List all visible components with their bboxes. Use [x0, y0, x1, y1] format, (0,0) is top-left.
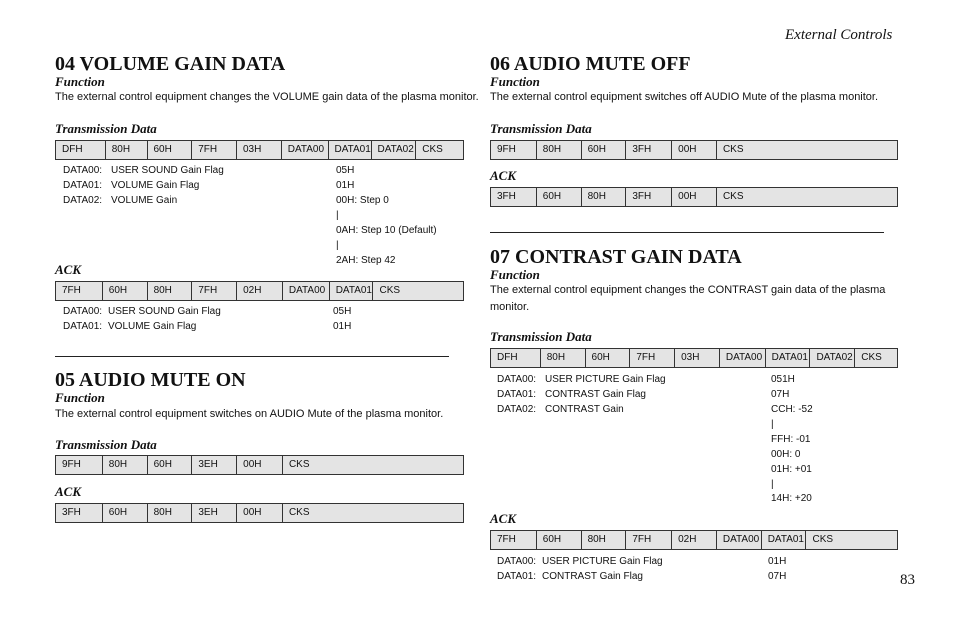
table-cell: DATA00	[717, 531, 762, 549]
table-cell: 00H	[237, 504, 283, 522]
table-cell: 60H	[103, 282, 148, 300]
ack-label-07: ACK	[490, 511, 517, 526]
note-code: DATA01:	[497, 389, 537, 400]
note-value: 00H: Step 0	[336, 195, 389, 206]
table-cell: CKS	[379, 285, 401, 296]
table-cell: 80H	[106, 141, 148, 159]
table-cell: 80H	[537, 141, 582, 159]
section-title-07: 07 CONTRAST GAIN DATA	[490, 246, 742, 268]
transmission-label-07: Transmission Data	[490, 329, 592, 344]
ack-table-07	[490, 530, 898, 550]
note-code: DATA02:	[63, 195, 103, 206]
note-value: 07H	[771, 389, 790, 400]
section-title-04: 04 VOLUME GAIN DATA	[55, 53, 286, 75]
note-value: 05H	[336, 165, 355, 176]
table-cell: 80H	[582, 531, 627, 549]
note-desc: VOLUME Gain Flag	[108, 321, 197, 332]
table-cell: 00H	[237, 456, 283, 474]
table-cell: 3FH	[626, 188, 672, 206]
table-cell: 60H	[148, 456, 193, 474]
transmission-label-06: Transmission Data	[490, 121, 592, 136]
ack-table-04	[55, 281, 464, 301]
function-text-06: The external control equipment switches off AUDIO Mute of the plasma monitor.	[490, 91, 879, 103]
range-marker: |	[771, 479, 774, 490]
table-cell: DATA01	[329, 141, 372, 159]
transmission-table-05	[55, 455, 464, 475]
table-cell: CKS	[422, 144, 443, 155]
table-cell: DATA01	[330, 282, 374, 300]
table-cell: 00H	[672, 141, 717, 159]
table-cell: 7FH	[630, 349, 675, 367]
table-cell: 7FH	[626, 531, 672, 549]
table-cell: 02H	[237, 282, 283, 300]
note-desc: CONTRAST Gain	[545, 404, 624, 415]
note-desc: VOLUME Gain	[111, 195, 178, 206]
function-label-06: Function	[490, 74, 540, 89]
table-cell: DFH	[491, 349, 541, 367]
table-cell: 3EH	[192, 456, 237, 474]
note-code: DATA00:	[63, 306, 103, 317]
function-label-04: Function	[55, 74, 105, 89]
table-cell: 9FH	[56, 456, 103, 474]
table-cell: 60H	[586, 349, 631, 367]
note-value: 01H	[768, 556, 787, 567]
note-value: 05H	[333, 306, 352, 317]
range-marker: |	[336, 240, 339, 251]
note-code: DATA01:	[63, 321, 103, 332]
range-marker: |	[771, 419, 774, 430]
transmission-label-05: Transmission Data	[55, 437, 157, 452]
function-text-05: The external control equipment switches on AUDIO Mute of the plasma monitor.	[55, 408, 444, 420]
section-divider	[490, 232, 884, 233]
note-value: 01H	[336, 180, 355, 191]
note-desc: VOLUME Gain Flag	[111, 180, 200, 191]
table-cell: DATA02	[372, 141, 417, 159]
table-cell: 80H	[582, 188, 627, 206]
note-value: 01H	[333, 321, 352, 332]
section-title-05: 05 AUDIO MUTE ON	[55, 369, 246, 391]
table-cell: 3FH	[626, 141, 672, 159]
transmission-table-04	[55, 140, 464, 160]
note-desc: USER PICTURE Gain Flag	[545, 374, 666, 385]
table-cell: CKS	[288, 507, 310, 518]
table-cell: 60H	[537, 531, 582, 549]
table-cell: 3FH	[56, 504, 103, 522]
running-header: External Controls	[785, 27, 893, 43]
table-cell: DFH	[56, 141, 106, 159]
section-divider	[55, 356, 449, 357]
table-cell: CKS	[861, 352, 882, 363]
note-value: CCH: -52	[771, 404, 813, 415]
note-code: DATA01:	[497, 571, 537, 582]
note-code: DATA01:	[63, 180, 103, 191]
function-text-04: The external control equipment changes the VOLUME gain data of the plasma monitor.	[55, 91, 479, 103]
note-code: DATA00:	[497, 374, 537, 385]
ack-label-05: ACK	[55, 484, 82, 499]
table-cell: CKS	[288, 459, 310, 470]
table-cell: 60H	[103, 504, 148, 522]
transmission-table-07	[490, 348, 898, 368]
function-label-05: Function	[55, 390, 105, 405]
range-marker: |	[336, 210, 339, 221]
ack-table-06	[490, 187, 898, 207]
note-value: 0AH: Step 10 (Default)	[336, 225, 437, 236]
table-cell: DATA01	[766, 349, 811, 367]
note-desc: CONTRAST Gain Flag	[545, 389, 646, 400]
ack-label-06: ACK	[490, 168, 517, 183]
note-value: 051H	[771, 374, 795, 385]
table-cell: DATA00	[283, 282, 330, 300]
table-cell: 03H	[675, 349, 720, 367]
transmission-label-04: Transmission Data	[55, 121, 157, 136]
note-desc: USER SOUND Gain Flag	[108, 306, 221, 317]
table-cell: CKS	[722, 144, 744, 155]
page-number: 83	[900, 572, 915, 588]
table-cell: 7FH	[192, 282, 237, 300]
note-value: 2AH: Step 42	[336, 255, 396, 266]
table-cell: DATA01	[762, 531, 807, 549]
table-cell: CKS	[812, 534, 834, 545]
table-cell: 80H	[541, 349, 586, 367]
note-desc: USER PICTURE Gain Flag	[542, 556, 663, 567]
ack-label-04: ACK	[55, 262, 82, 277]
transmission-table-06	[490, 140, 898, 160]
table-cell: 7FH	[491, 531, 537, 549]
note-code: DATA00:	[497, 556, 537, 567]
table-cell: 60H	[148, 141, 193, 159]
note-value: FFH: -01	[771, 434, 811, 445]
table-cell: 3EH	[192, 504, 237, 522]
table-cell: 00H	[672, 188, 717, 206]
table-cell: DATA02	[810, 349, 855, 367]
table-cell: DATA00	[282, 141, 329, 159]
function-label-07: Function	[490, 267, 540, 282]
ack-table-05	[55, 503, 464, 523]
note-code: DATA00:	[63, 165, 103, 176]
table-cell: 80H	[103, 456, 148, 474]
table-cell: 60H	[582, 141, 627, 159]
table-cell: 80H	[148, 504, 193, 522]
note-desc: USER SOUND Gain Flag	[111, 165, 224, 176]
note-value: 07H	[768, 571, 787, 582]
function-text-07: The external control equipment changes the CONTRAST gain data of the plasma	[490, 284, 886, 296]
table-cell: 03H	[237, 141, 282, 159]
note-code: DATA02:	[497, 404, 537, 415]
table-cell: 60H	[537, 188, 582, 206]
table-cell: 7FH	[56, 282, 103, 300]
table-cell: 7FH	[192, 141, 237, 159]
note-desc: CONTRAST Gain Flag	[542, 571, 643, 582]
table-cell: 3FH	[491, 188, 537, 206]
note-value: 00H: 0	[771, 449, 801, 460]
table-cell: 9FH	[491, 141, 537, 159]
function-text-07-line2: monitor.	[490, 301, 530, 313]
table-cell: CKS	[722, 191, 744, 202]
table-cell: 02H	[672, 531, 717, 549]
note-value: 14H: +20	[771, 493, 812, 504]
note-value: 01H: +01	[771, 464, 812, 475]
table-cell: 80H	[148, 282, 193, 300]
table-cell: DATA00	[720, 349, 766, 367]
section-title-06: 06 AUDIO MUTE OFF	[490, 53, 691, 75]
